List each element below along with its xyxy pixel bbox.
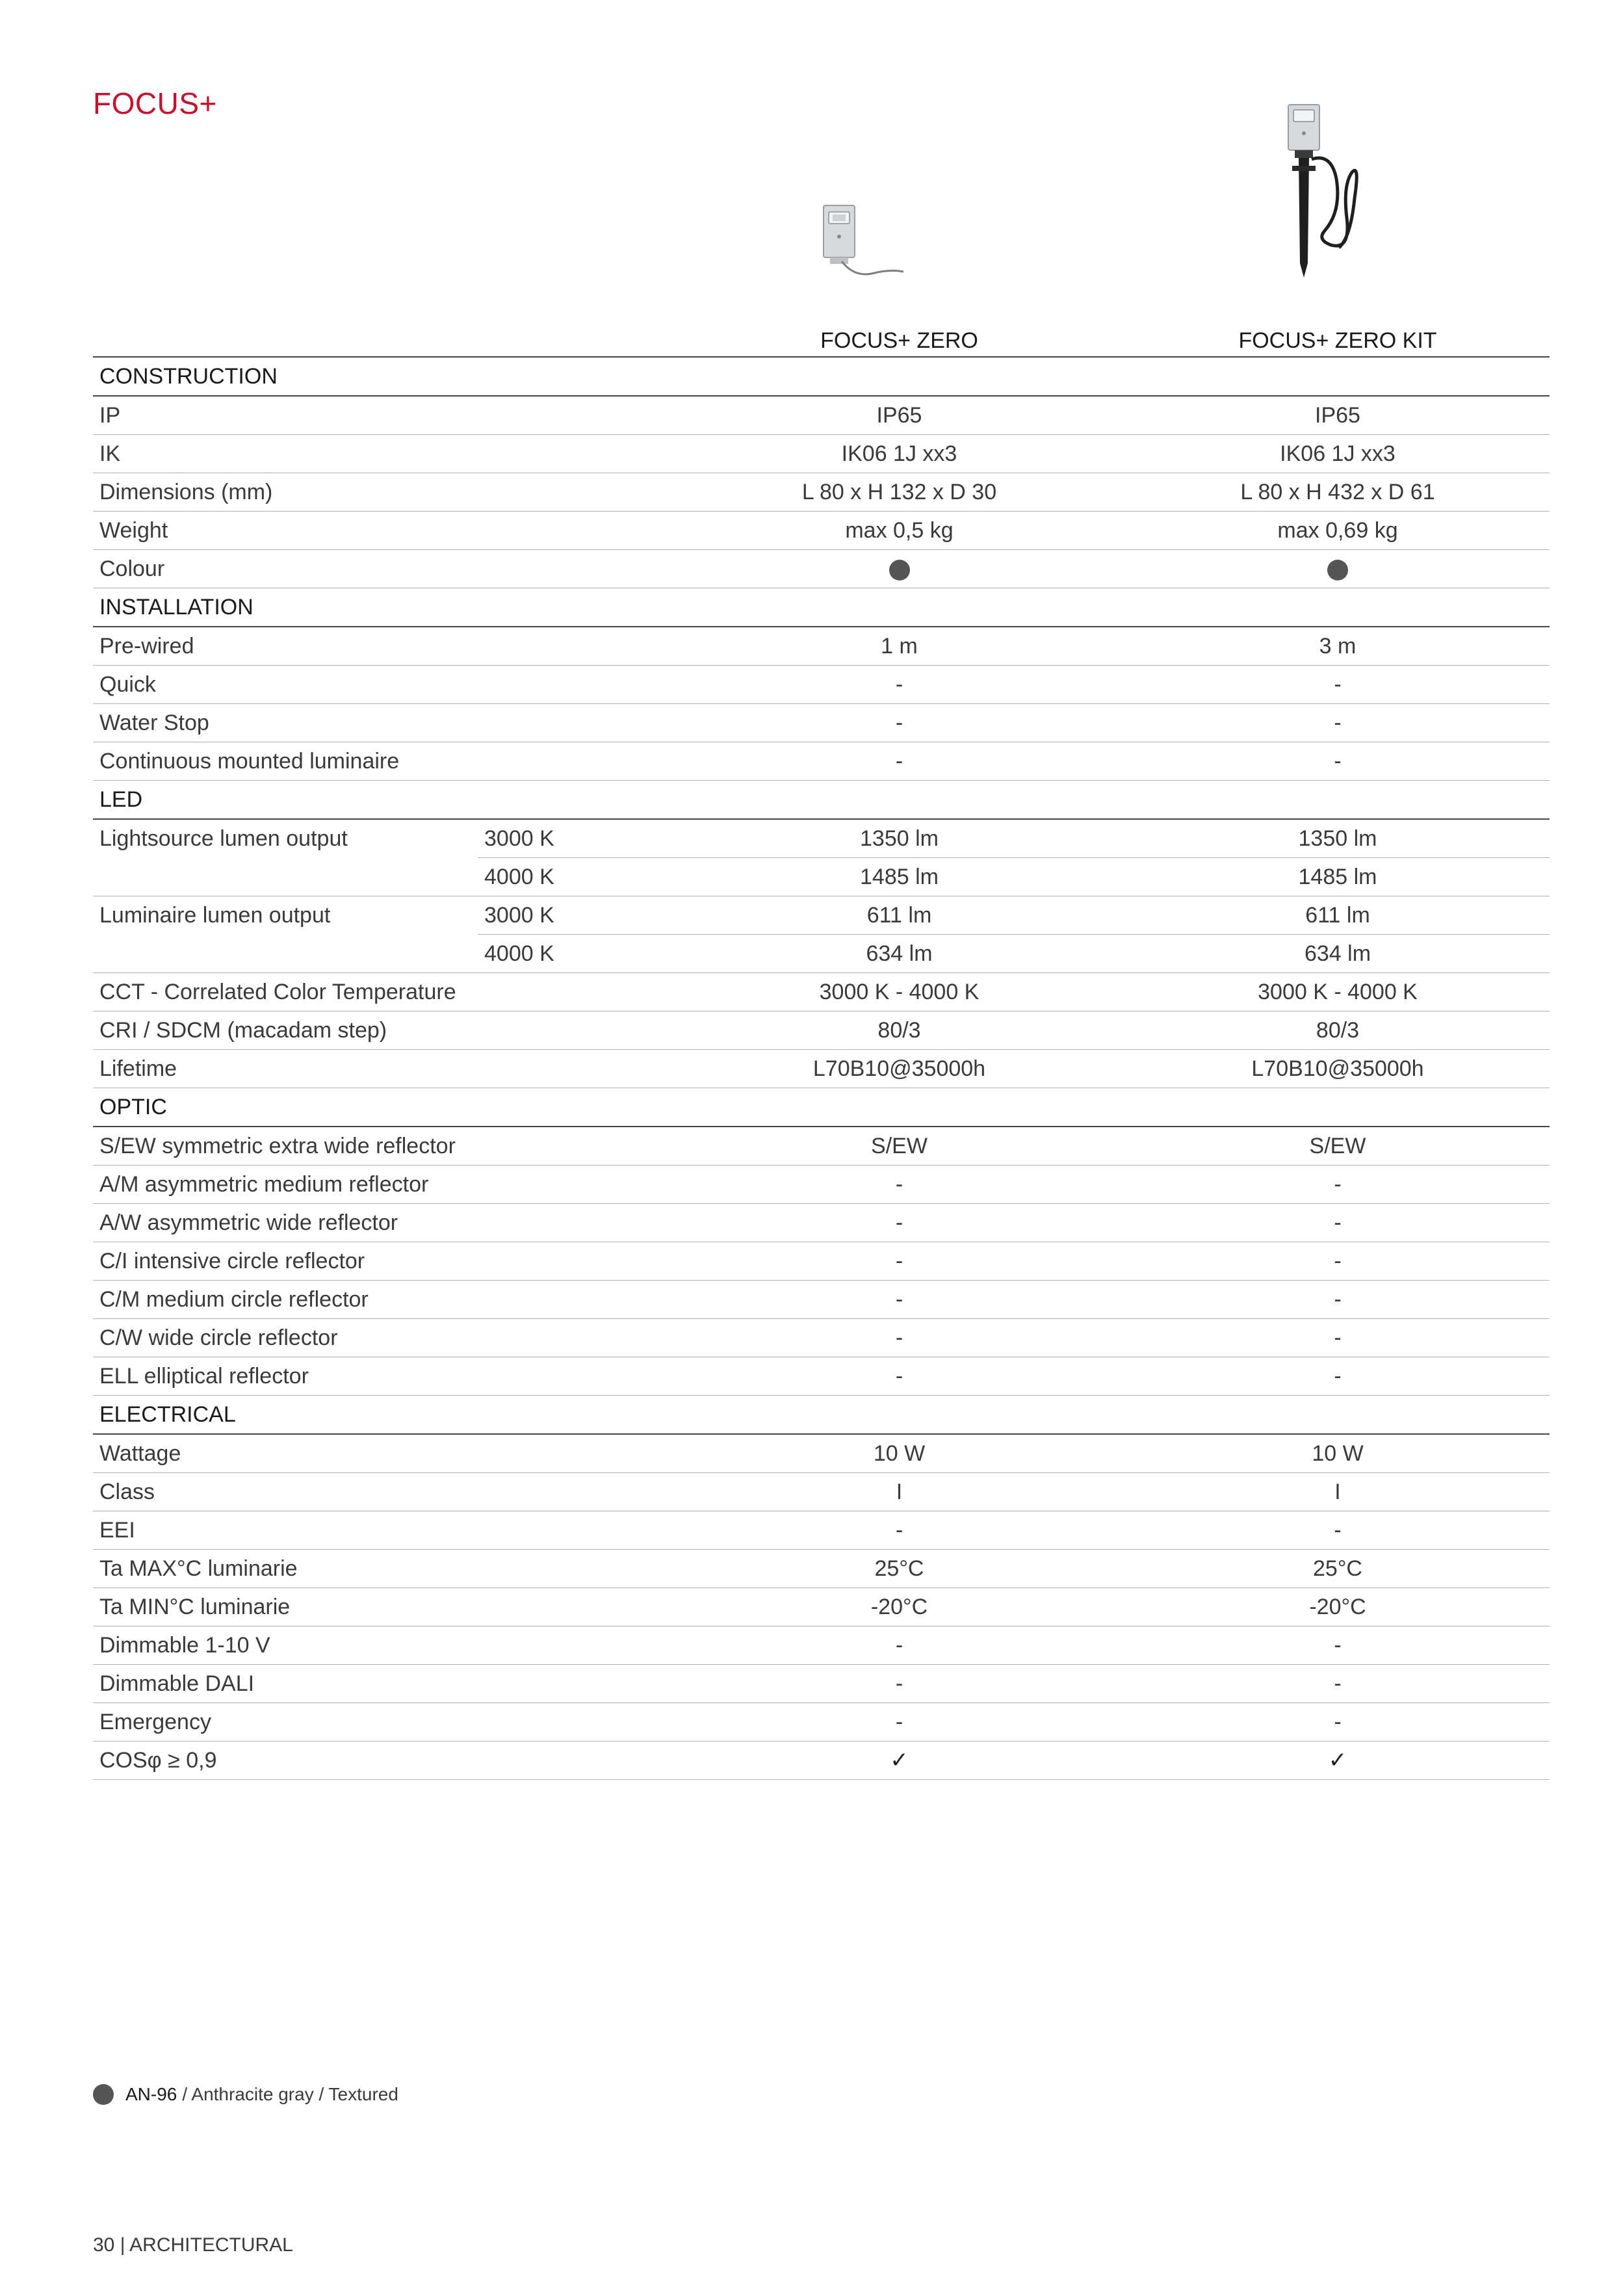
- value-focus-zero: -: [673, 1166, 1126, 1204]
- spec-label: Dimmable 1-10 V: [93, 1626, 478, 1665]
- spec-sub-label: [478, 550, 673, 588]
- value-focus-zero-kit: 634 lm: [1126, 935, 1550, 973]
- table-row: [93, 435, 1550, 473]
- spec-label: A/W asymmetric wide reflector: [93, 1204, 478, 1242]
- table-row: [93, 1357, 1550, 1396]
- product-image-focus-zero: [816, 202, 907, 286]
- value-focus-zero-kit: 1350 lm: [1126, 819, 1550, 858]
- spec-sub-label: [478, 1626, 673, 1665]
- spec-sub-label: [478, 1281, 673, 1319]
- spec-sub-label: [478, 1703, 673, 1742]
- spec-sub-label: [478, 1511, 673, 1550]
- spec-label: Weight: [93, 512, 478, 550]
- table-row: [93, 1127, 1550, 1166]
- spec-sub-label: [478, 512, 673, 550]
- spec-label: ELL elliptical reflector: [93, 1357, 478, 1396]
- value-focus-zero: -: [673, 1204, 1126, 1242]
- table-row: [93, 935, 1550, 973]
- spec-label: [93, 858, 478, 896]
- spec-label: Pre-wired: [93, 627, 478, 666]
- value-focus-zero-kit: 611 lm: [1126, 896, 1550, 935]
- spec-label: COSφ ≥ 0,9: [93, 1742, 478, 1780]
- spec-label: Colour: [93, 550, 478, 588]
- value-focus-zero: -: [673, 1242, 1126, 1281]
- colour-swatch: [1327, 560, 1348, 581]
- value-focus-zero-kit: ✓: [1126, 1742, 1550, 1780]
- spec-sub-label: [478, 1473, 673, 1511]
- spec-sub-label: [478, 666, 673, 704]
- value-focus-zero-kit: 3 m: [1126, 627, 1550, 666]
- colour-swatch: [889, 560, 910, 581]
- value-focus-zero-kit: -: [1126, 1357, 1550, 1396]
- value-focus-zero-kit: -: [1126, 1204, 1550, 1242]
- legend-code: AN-96: [125, 2084, 177, 2104]
- value-focus-zero: max 0,5 kg: [673, 512, 1126, 550]
- value-focus-zero: -: [673, 1357, 1126, 1396]
- header-empty: [93, 313, 478, 357]
- spec-label: Luminaire lumen output: [99, 902, 331, 928]
- spec-sub-label: [478, 1357, 673, 1396]
- value-focus-zero-kit: -: [1126, 1626, 1550, 1665]
- value-focus-zero: -: [673, 704, 1126, 742]
- value-focus-zero-kit: I: [1126, 1473, 1550, 1511]
- spec-sub-label: 3000 K: [478, 896, 673, 935]
- table-row: [93, 627, 1550, 666]
- value-focus-zero: 611 lm: [673, 896, 1126, 935]
- value-focus-zero: -: [673, 1319, 1126, 1357]
- spec-sub-label: [478, 742, 673, 781]
- spec-sub-label: [478, 1204, 673, 1242]
- spec-sub-label: [478, 1742, 673, 1780]
- table-row: [93, 1434, 1550, 1473]
- value-focus-zero: -: [673, 1703, 1126, 1742]
- table-row: [93, 819, 1550, 858]
- colour-swatch: [93, 2084, 114, 2105]
- spec-label: C/M medium circle reflector: [93, 1281, 478, 1319]
- table-row: [93, 666, 1550, 704]
- spec-label: C/W wide circle reflector: [93, 1319, 478, 1357]
- value-focus-zero-kit: -: [1126, 1166, 1550, 1204]
- spec-sub-label: [478, 973, 673, 1011]
- colour-legend: [93, 2084, 398, 2105]
- colour-swatch-cell: [1126, 550, 1550, 588]
- colour-swatch-cell: [673, 550, 1126, 588]
- value-focus-zero: L 80 x H 132 x D 30: [673, 473, 1126, 512]
- table-row: [93, 1626, 1550, 1665]
- table-row: [93, 704, 1550, 742]
- value-focus-zero-kit: 25°C: [1126, 1550, 1550, 1588]
- spec-sub-label: [478, 435, 673, 473]
- section-header-row: [93, 1088, 1550, 1127]
- table-row: [93, 1588, 1550, 1626]
- value-focus-zero: IK06 1J xx3: [673, 435, 1126, 473]
- table-row: [93, 473, 1550, 512]
- value-focus-zero-kit: 10 W: [1126, 1434, 1550, 1473]
- value-focus-zero: 10 W: [673, 1434, 1126, 1473]
- product-name-zero: FOCUS+ ZERO: [673, 313, 1126, 357]
- value-focus-zero-kit: -: [1126, 704, 1550, 742]
- value-focus-zero: 3000 K - 4000 K: [673, 973, 1126, 1011]
- value-focus-zero: -: [673, 742, 1126, 781]
- table-row: [93, 512, 1550, 550]
- value-focus-zero: 1 m: [673, 627, 1126, 666]
- spec-table: [93, 313, 1550, 1780]
- spec-sub-label: [478, 1127, 673, 1166]
- spec-sub-label: [478, 1434, 673, 1473]
- value-focus-zero-kit: -: [1126, 1665, 1550, 1703]
- spec-label: Lightsource lumen output: [99, 826, 348, 851]
- spec-label: Water Stop: [93, 704, 478, 742]
- product-name-zero-kit: FOCUS+ ZERO KIT: [1126, 313, 1550, 357]
- table-row: [93, 1703, 1550, 1742]
- spec-sub-label: [478, 396, 673, 435]
- section-header-row: [93, 781, 1550, 820]
- value-focus-zero: 1350 lm: [673, 819, 1126, 858]
- spec-label: Emergency: [93, 1703, 478, 1742]
- product-image-focus-zero-kit: [1279, 101, 1364, 283]
- value-focus-zero: S/EW: [673, 1127, 1126, 1166]
- spec-sub-label: [478, 627, 673, 666]
- spec-sub-label: [478, 1665, 673, 1703]
- table-row: [93, 1511, 1550, 1550]
- value-focus-zero: -: [673, 1665, 1126, 1703]
- section-title: CONSTRUCTION: [93, 357, 1550, 396]
- table-row: [93, 1242, 1550, 1281]
- value-focus-zero: IP65: [673, 396, 1126, 435]
- spec-label: EEI: [93, 1511, 478, 1550]
- value-focus-zero-kit: 1485 lm: [1126, 858, 1550, 896]
- table-row: [93, 973, 1550, 1011]
- spec-label: Lifetime: [93, 1050, 478, 1088]
- table-row: [93, 742, 1550, 781]
- value-focus-zero: 80/3: [673, 1011, 1126, 1050]
- value-focus-zero: -20°C: [673, 1588, 1126, 1626]
- value-focus-zero-kit: L70B10@35000h: [1126, 1050, 1550, 1088]
- value-focus-zero-kit: -: [1126, 1511, 1550, 1550]
- value-focus-zero-kit: -: [1126, 666, 1550, 704]
- spec-label: IK: [93, 435, 478, 473]
- spec-label: Ta MAX°C luminarie: [93, 1550, 478, 1588]
- value-focus-zero: -: [673, 666, 1126, 704]
- table-row: [93, 1050, 1550, 1088]
- value-focus-zero-kit: 3000 K - 4000 K: [1126, 973, 1550, 1011]
- table-row: [93, 550, 1550, 588]
- value-focus-zero: L70B10@35000h: [673, 1050, 1126, 1088]
- header-empty: [478, 313, 673, 357]
- value-focus-zero: ✓: [673, 1742, 1126, 1780]
- spec-label: CCT - Correlated Color Temperature: [93, 973, 478, 1011]
- value-focus-zero-kit: -: [1126, 1281, 1550, 1319]
- spec-sub-label: [478, 1011, 673, 1050]
- spec-label: A/M asymmetric medium reflector: [93, 1166, 478, 1204]
- spec-sub-label: [478, 1050, 673, 1088]
- spec-label: S/EW symmetric extra wide reflector: [93, 1127, 478, 1166]
- spec-sub-label: [478, 1550, 673, 1588]
- spec-sub-label: 3000 K: [478, 819, 673, 858]
- section-header-row: [93, 588, 1550, 627]
- table-row: [93, 1665, 1550, 1703]
- spec-sub-label: [478, 1588, 673, 1626]
- value-focus-zero: -: [673, 1511, 1126, 1550]
- spec-label: CRI / SDCM (macadam step): [93, 1011, 478, 1050]
- value-focus-zero-kit: L 80 x H 432 x D 61: [1126, 473, 1550, 512]
- spec-table-body: [93, 357, 1550, 1780]
- spec-sub-label: [478, 704, 673, 742]
- value-focus-zero: I: [673, 1473, 1126, 1511]
- table-row: [93, 1281, 1550, 1319]
- value-focus-zero: -: [673, 1626, 1126, 1665]
- table-row: [93, 858, 1550, 896]
- section-title: ELECTRICAL: [93, 1396, 1550, 1435]
- page-title: FOCUS+: [93, 86, 217, 120]
- value-focus-zero-kit: S/EW: [1126, 1127, 1550, 1166]
- value-focus-zero: -: [673, 1281, 1126, 1319]
- value-focus-zero-kit: -: [1126, 742, 1550, 781]
- spec-sub-label: 4000 K: [478, 858, 673, 896]
- table-row: [93, 1319, 1550, 1357]
- value-focus-zero-kit: -: [1126, 1703, 1550, 1742]
- value-focus-zero: 634 lm: [673, 935, 1126, 973]
- value-focus-zero-kit: max 0,69 kg: [1126, 512, 1550, 550]
- value-focus-zero-kit: -20°C: [1126, 1588, 1550, 1626]
- table-row: [93, 1473, 1550, 1511]
- section-title: LED: [93, 781, 1550, 820]
- table-row: [93, 1166, 1550, 1204]
- spec-label: C/I intensive circle reflector: [93, 1242, 478, 1281]
- section-title: INSTALLATION: [93, 588, 1550, 627]
- spec-sub-label: [478, 473, 673, 512]
- table-row: [93, 896, 1550, 935]
- table-row: [93, 1011, 1550, 1050]
- spec-sub-label: [478, 1242, 673, 1281]
- spec-label: Wattage: [93, 1434, 478, 1473]
- value-focus-zero-kit: -: [1126, 1242, 1550, 1281]
- spec-label: IP: [93, 396, 478, 435]
- spec-label: Class: [93, 1473, 478, 1511]
- table-row: [93, 1742, 1550, 1780]
- spec-label: Dimmable DALI: [93, 1665, 478, 1703]
- spec-label: Dimensions (mm): [93, 473, 478, 512]
- value-focus-zero-kit: 80/3: [1126, 1011, 1550, 1050]
- section-header-row: [93, 357, 1550, 396]
- spec-label: [93, 935, 478, 973]
- value-focus-zero: 1485 lm: [673, 858, 1126, 896]
- spec-sub-label: [478, 1319, 673, 1357]
- spec-sub-label: [478, 1166, 673, 1204]
- table-header-row: [93, 313, 1550, 357]
- legend-description: / Anthracite gray / Textured: [182, 2084, 398, 2104]
- value-focus-zero: 25°C: [673, 1550, 1126, 1588]
- spec-label: Ta MIN°C luminarie: [93, 1588, 478, 1626]
- value-focus-zero-kit: IP65: [1126, 396, 1550, 435]
- table-row: [93, 1204, 1550, 1242]
- spec-sub-label: 4000 K: [478, 935, 673, 973]
- spec-label: Continuous mounted luminaire: [93, 742, 478, 781]
- section-header-row: [93, 1396, 1550, 1435]
- table-row: [93, 396, 1550, 435]
- table-row: [93, 1550, 1550, 1588]
- spec-label: Quick: [93, 666, 478, 704]
- value-focus-zero-kit: -: [1126, 1319, 1550, 1357]
- page-footer: 30 | ARCHITECTURAL: [93, 2234, 293, 2256]
- value-focus-zero-kit: IK06 1J xx3: [1126, 435, 1550, 473]
- section-title: OPTIC: [93, 1088, 1550, 1127]
